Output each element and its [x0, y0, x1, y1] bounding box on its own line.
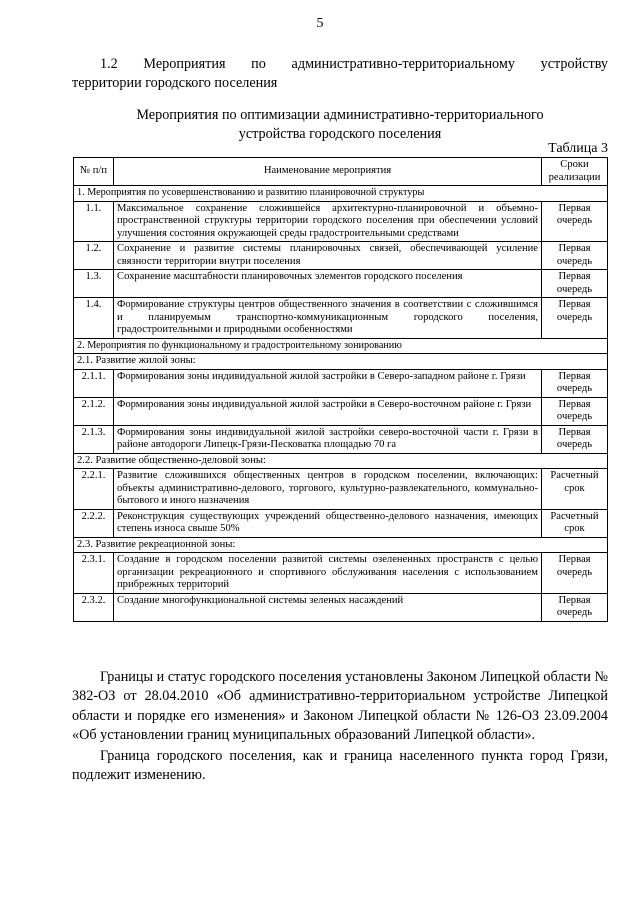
row-term: Первая очередь	[542, 270, 608, 298]
row-name: Создание в городском поселении развитой системы озелененных пространств с целью организации рекреационного и спортивного обслуживания населения с использованием прибрежных территорий	[114, 553, 542, 594]
group-title: 2. Мероприятия по функциональному и градостроительному зонированию	[74, 338, 608, 354]
table-row	[74, 298, 608, 339]
header-term-line1: Сроки	[560, 159, 589, 170]
row-num: 1.1.	[74, 201, 114, 242]
subgroup-row	[74, 537, 608, 553]
table-row	[74, 397, 608, 425]
row-term: Первая очередь	[542, 553, 608, 594]
row-num: 1.3.	[74, 270, 114, 298]
row-term: Первая очередь	[542, 298, 608, 339]
section-heading-line2: территории городского поселения	[72, 75, 278, 91]
row-name: Формирование структуры центров общественного значения в соответствии с сложившимся и планируемым транспортно-коммуникационным городского поселения, градостроительными и природными особенностями	[114, 298, 542, 339]
table-row	[74, 369, 608, 397]
group-row	[74, 338, 608, 354]
subgroup-row	[74, 453, 608, 469]
table-row	[74, 201, 608, 242]
header-term-line2: реализации	[548, 171, 601, 183]
header-term	[542, 158, 608, 186]
events-table	[73, 157, 608, 622]
row-term: Первая очередь	[542, 369, 608, 397]
row-name: Развитие сложившихся общественных центров в городском поселении, включающих: объекты административно-делового, торгового, культурно-развлекательного, коммунально-бытового и иного назначения	[114, 469, 542, 510]
table-label: Таблица 3	[548, 141, 608, 156]
row-num: 2.1.1.	[74, 369, 114, 397]
table-header-row	[74, 158, 608, 186]
table-row	[74, 469, 608, 510]
table-title	[72, 106, 608, 144]
row-name: Формирования зоны индивидуальной жилой застройки в Северо-западном районе г. Грязи	[114, 369, 542, 397]
row-num: 2.2.2.	[74, 509, 114, 537]
header-num: № п/п	[74, 158, 114, 186]
table-title-line1: Мероприятия по оптимизации административно-территориального	[136, 107, 544, 123]
subgroup-title: 2.1. Развитие жилой зоны:	[74, 354, 608, 370]
row-name: Создание многофункциональной системы зеленых насаждений	[114, 593, 542, 621]
body-paragraph: Границы и статус городского поселения установлены Законом Липецкой области № 382-ОЗ от 28.04.2010 «Об административно-территориальном устройстве Липецкой области и порядке его изменения» и Законом Липецкой области № 126-ОЗ 23.09.2004 «Об установлении границ муниципальных образований Липецкой области».	[72, 669, 608, 743]
page-number: 5	[316, 16, 324, 31]
row-term: Первая очередь	[542, 201, 608, 242]
row-name: Формирования зоны индивидуальной жилой застройки северо-восточной части г. Грязи в районе автодороги Липецк-Грязи-Песковатка площадью 70 га	[114, 425, 542, 453]
row-num: 1.4.	[74, 298, 114, 339]
table-row	[74, 425, 608, 453]
row-term: Расчетный срок	[542, 509, 608, 537]
row-name: Формирования зоны индивидуальной жилой застройки в Северо-восточном районе г. Грязи	[114, 397, 542, 425]
row-name: Сохранение и развитие системы планировочных связей, обеспечивающей усиление связности территории внутри поселения	[114, 242, 542, 270]
table-row	[74, 593, 608, 621]
header-name: Наименование мероприятия	[114, 158, 542, 186]
table-title-line2: устройства городского поселения	[238, 126, 442, 142]
table-row	[74, 553, 608, 594]
row-num: 2.1.3.	[74, 425, 114, 453]
row-num: 2.3.1.	[74, 553, 114, 594]
section-heading	[72, 55, 608, 93]
row-name: Реконструкция существующих учреждений общественно-делового назначения, имеющих степень износа свыше 50%	[114, 509, 542, 537]
row-term: Расчетный срок	[542, 469, 608, 510]
row-num: 2.2.1.	[74, 469, 114, 510]
row-name: Сохранение масштабности планировочных элементов городского поселения	[114, 270, 542, 298]
table-row	[74, 509, 608, 537]
table-row	[74, 270, 608, 298]
row-num: 2.3.2.	[74, 593, 114, 621]
body-text	[72, 668, 608, 788]
table-row	[74, 242, 608, 270]
section-heading-line1: 1.2 Мероприятия по административно-территориальному устройству	[100, 56, 608, 72]
row-num: 1.2.	[74, 242, 114, 270]
subgroup-row	[74, 354, 608, 370]
row-term: Первая очередь	[542, 397, 608, 425]
subgroup-title: 2.3. Развитие рекреационной зоны:	[74, 537, 608, 553]
subgroup-title: 2.2. Развитие общественно-деловой зоны:	[74, 453, 608, 469]
row-term: Первая очередь	[542, 593, 608, 621]
row-term: Первая очередь	[542, 425, 608, 453]
row-num: 2.1.2.	[74, 397, 114, 425]
group-row	[74, 186, 608, 202]
group-title: 1. Мероприятия по усовершенствованию и развитию планировочной структуры	[74, 186, 608, 202]
row-term: Первая очередь	[542, 242, 608, 270]
row-name: Максимальное сохранение сложившейся архитектурно-планировочной и объемно-пространственной структуры территории городского поселения при обеспечении условий улучшения состояния окружающей среды градостроительными средствами	[114, 201, 542, 242]
body-paragraph: Граница городского поселения, как и граница населенного пункта город Грязи, подлежит изменению.	[72, 748, 608, 784]
